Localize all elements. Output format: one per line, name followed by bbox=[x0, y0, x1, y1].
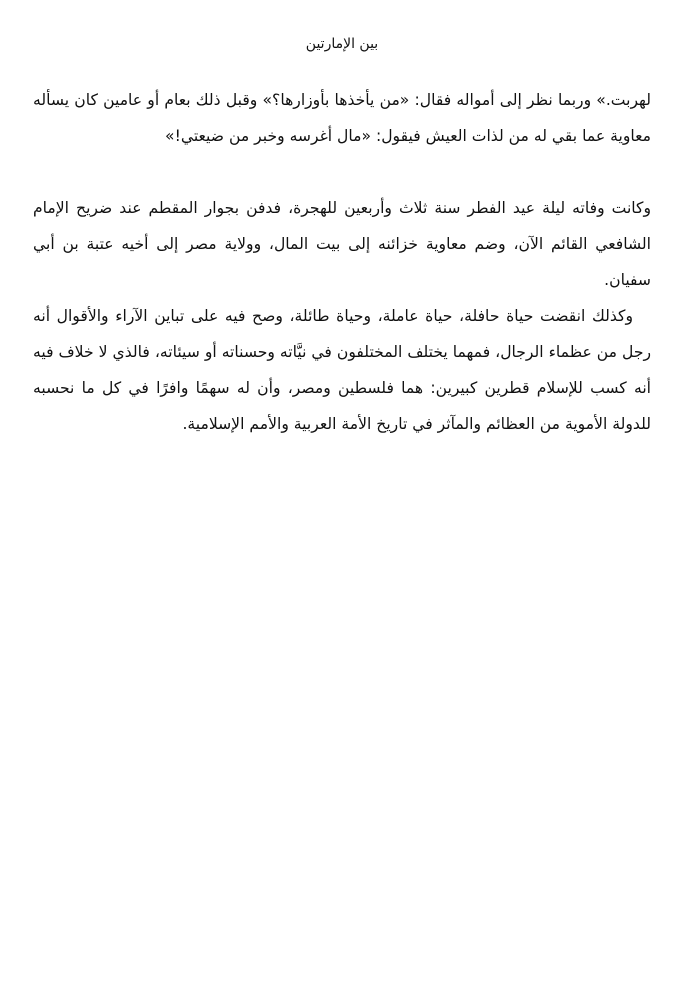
paragraph-death: وكانت وفاته ليلة عيد الفطر سنة ثلاث وأربعين للهجرة، فدفن بجوار المقطم عند ضريح الإمام الشافعي القائم الآن، وضم معاوية خزائنه إلى بيت المال، وولاية مصر إلى أخيه عتبة بن أبي سفيان. bbox=[33, 199, 651, 289]
paragraph-conclusion: وكذلك انقضت حياة حافلة، حياة عاملة، وحياة طائلة، وصح فيه على تباين الآراء والأقوال أنه رجل من عظماء الرجال، فمهما يختلف المختلفون في نيَّاته وحسناته أو سيئاته، فالذي لا خلاف فيه أنه كسب للإسلام قطرين كبيرين: هما فلسطين ومصر، وأن له سهمًا وافرًا في كل ما نحسبه للدولة الأموية من العظائم والمآثر في تاريخ الأمة العربية والأمم الإسلامية. bbox=[33, 307, 651, 433]
running-header: بين الإمارتين bbox=[305, 36, 379, 52]
paragraph-gap bbox=[33, 154, 651, 190]
body-text bbox=[33, 82, 651, 442]
paragraph-continuation: لهربت.» وربما نظر إلى أمواله فقال: «من يأخذها بأوزارها؟» وقبل ذلك بعام أو عامين كان يسأله معاوية عما بقي له من لذات العيش فيقول: «مال أغرسه وخبر من ضيعتي!» bbox=[33, 91, 651, 145]
